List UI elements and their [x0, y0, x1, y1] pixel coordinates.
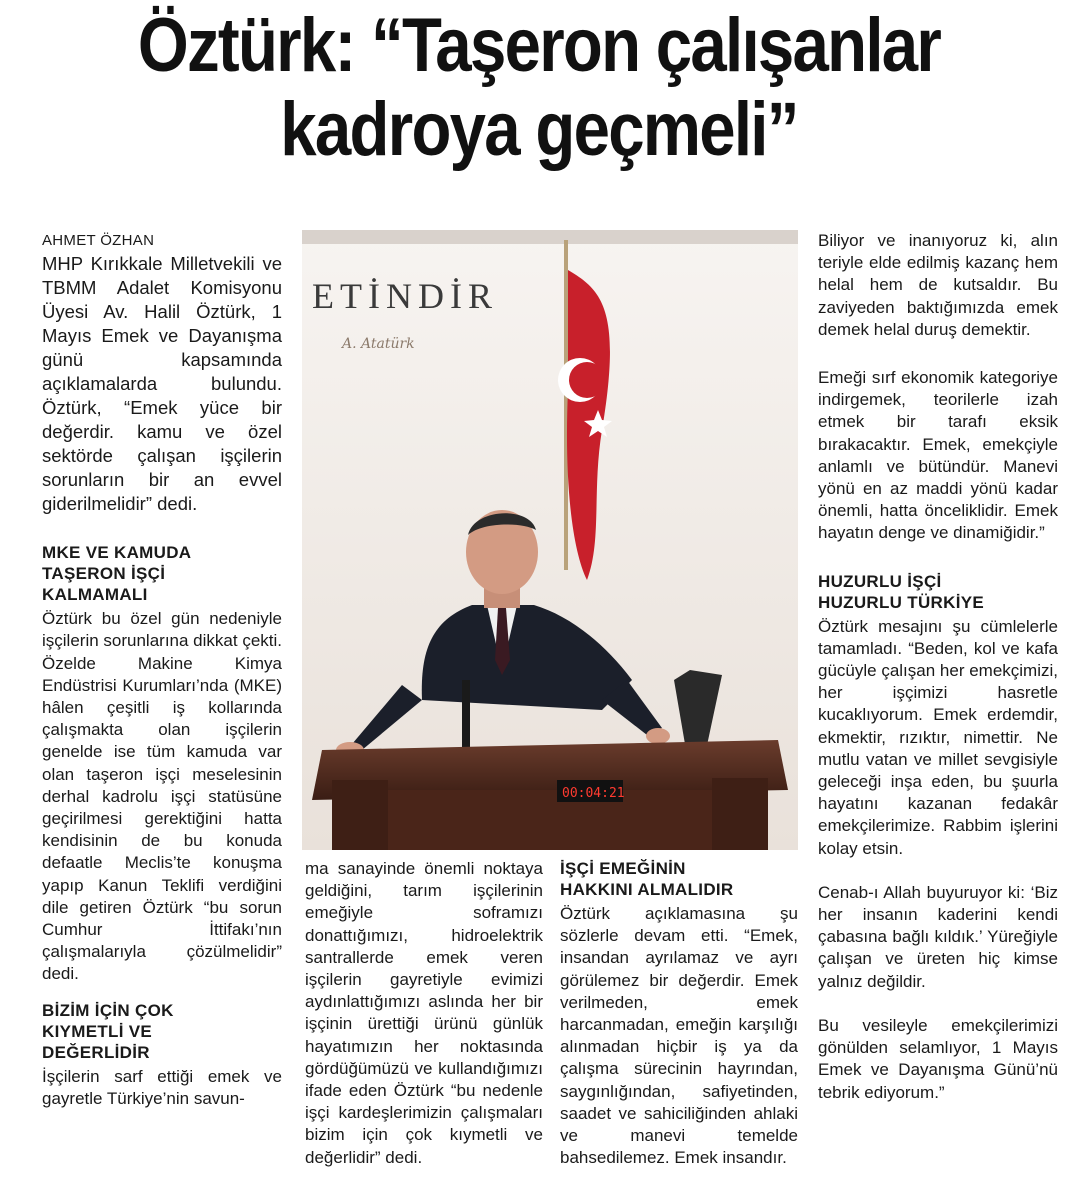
subheading-emek: İŞÇİ EMEĞİNİN HAKKINI ALMALIDIR [560, 859, 734, 899]
byline: AHMET ÖZHAN [42, 232, 155, 249]
podium-timer: 00:04:21 [562, 786, 625, 801]
headline-line-1: Öztürk: “Taşeron çalışanlar [137, 3, 941, 88]
lead-paragraph: MHP Kırıkkale Milletvekili ve TBMM Adalet Komisyonu Üyesi Av. Halil Öztürk, 1 Mayıs Emek ve Dayanışma günü kapsamında açıklamalarda bulundu. Öztürk, “Emek yüce bir değerdir. kamu ve özel sektörde çalışan işçilerin sorunların bir an evvel giderilmelidir” dedi. [42, 253, 282, 515]
paragraph-kiymetli-start: İşçilerin sarf ettiği emek ve gayretle Türkiye’nin savun- [42, 1066, 282, 1108]
subheading-huzurlu: HUZURLU İŞÇİ HUZURLU TÜRKİYE [818, 571, 984, 612]
headline-line-2: kadroya geçmeli” [280, 87, 798, 172]
headline [75, 4, 1002, 172]
paragraph-cenab: Cenab-ı Allah buyuruyor ki: ‘Biz her insanın kaderini kendi çabasına bağlı kıldık.’ Yüreğiyle çalışan ve üreten hiç kimse yalnız değildir. [818, 882, 1058, 991]
subheading-kiymetli: BİZİM İÇİN ÇOK KIYMETLİ VE DEĞERLİDİR [42, 1000, 174, 1062]
paragraph-kiymetli-continued: ma sanayinde önemli noktaya geldiğini, tarım işçilerinin emeğiyle soframızı donattığımızı, hidroelektrik santrallerde emek veren işçilerin gayretiyle evimizi aydınlattığımızı aslında her bir işçinin ürettiği ürünü günlük hayatımızın her noktasında gördüğümüzü ve kullandığımızı ifade eden Öztürk “bu nedenle işçi kardeşlerimizin çalışmaları bizim için çok kıymetli ve değerlidir” dedi. [305, 859, 543, 1167]
paragraph-mke: Öztürk bu özel gün nedeniyle işçilerin sorunlarına dikkat çekti. Özelde Makine Kimya Endüstrisi Kurumları’nda (MKE) hâlen çeşitli iş kollarında çalışmakta olan işçilerin genelde ise tüm kamuda var olan taşeron işçi meselesinin derhal kadrolu işçi statüsüne geçirilmesi gerektiğini hatta kendisinin de bu konuda defaatle Meclis’te konuşma yapıp Kanun Teklifi verdiğini dile getiren Öztürk “bu sorun Cumhur İttifakı’nın çalışmalarıyla çözülmelidir” dedi. [42, 609, 282, 984]
paragraph-ekonomik: Emeği sırf ekonomik kategoriye indirgemek, teorilerle izah etmek bir tarafı eksik bırakacaktır. Emek, emekçiyle anlamlı ve bütündür. Manevi yönü en az maddi yönü kadar önemli, hatta önceliklidir. Emek hayatın denge ve dinamiğidir.” [818, 368, 1058, 543]
paragraph-emek: Öztürk açıklamasına şu sözlerle devam etti. “Emek, insandan ayrılamaz ve ayrı görülemez bir değerdir. Emek verilmeden, emek harcanmadan, emeğin karşılığı alınmadan hiçbir iş ya da çalışma sürecinin hayrından, saygınlığından, safiyetinden, saadet ve sahiciliğinden ahlaki ve manevi temelde bahsedilemez. Emek insandır. [560, 904, 798, 1168]
paragraph-alin-teri: Biliyor ve inanıyoruz ki, alın teriyle elde edilmiş kazanç hem helal hem de kutsaldır. Bu zaviyeden baktığımızda emek demek helal duruş demektir. [818, 231, 1058, 339]
speaker-at-podium-image [302, 230, 798, 850]
column-1 [42, 230, 282, 1126]
column-2 [305, 858, 543, 1185]
wall-inscription: ETİNDİR [312, 276, 498, 316]
parliament-photo [302, 230, 798, 850]
wall-signature: A. Atatürk [342, 336, 415, 352]
paragraph-mesaj: Öztürk mesajını şu cümlelerle tamamladı. “Beden, kol ve kafa gücüyle çalışan her emekçimizi, her işçimizi hasretle kucaklıyorum. Emek erdemdir, ekmektir, rızıktır, nimettir. Ne mutlu vatan ve millet sevgisiyle geleceği inşa eden, bu şuurla hayatını kazanan fedakâr emekçilerimize. Rabbim işlerini kolay etsin. [818, 616, 1058, 858]
subheading-mke: MKE VE KAMUDA TAŞERON İŞÇİ KALMAMALI [42, 543, 191, 605]
column-3 [560, 858, 798, 1185]
paragraph-selam: Bu vesileyle emekçilerimizi gönülden selamlıyor, 1 Mayıs Emek ve Dayanışma Günü’nü tebrik ediyorum.” [818, 1015, 1058, 1102]
column-4 [818, 230, 1058, 1120]
